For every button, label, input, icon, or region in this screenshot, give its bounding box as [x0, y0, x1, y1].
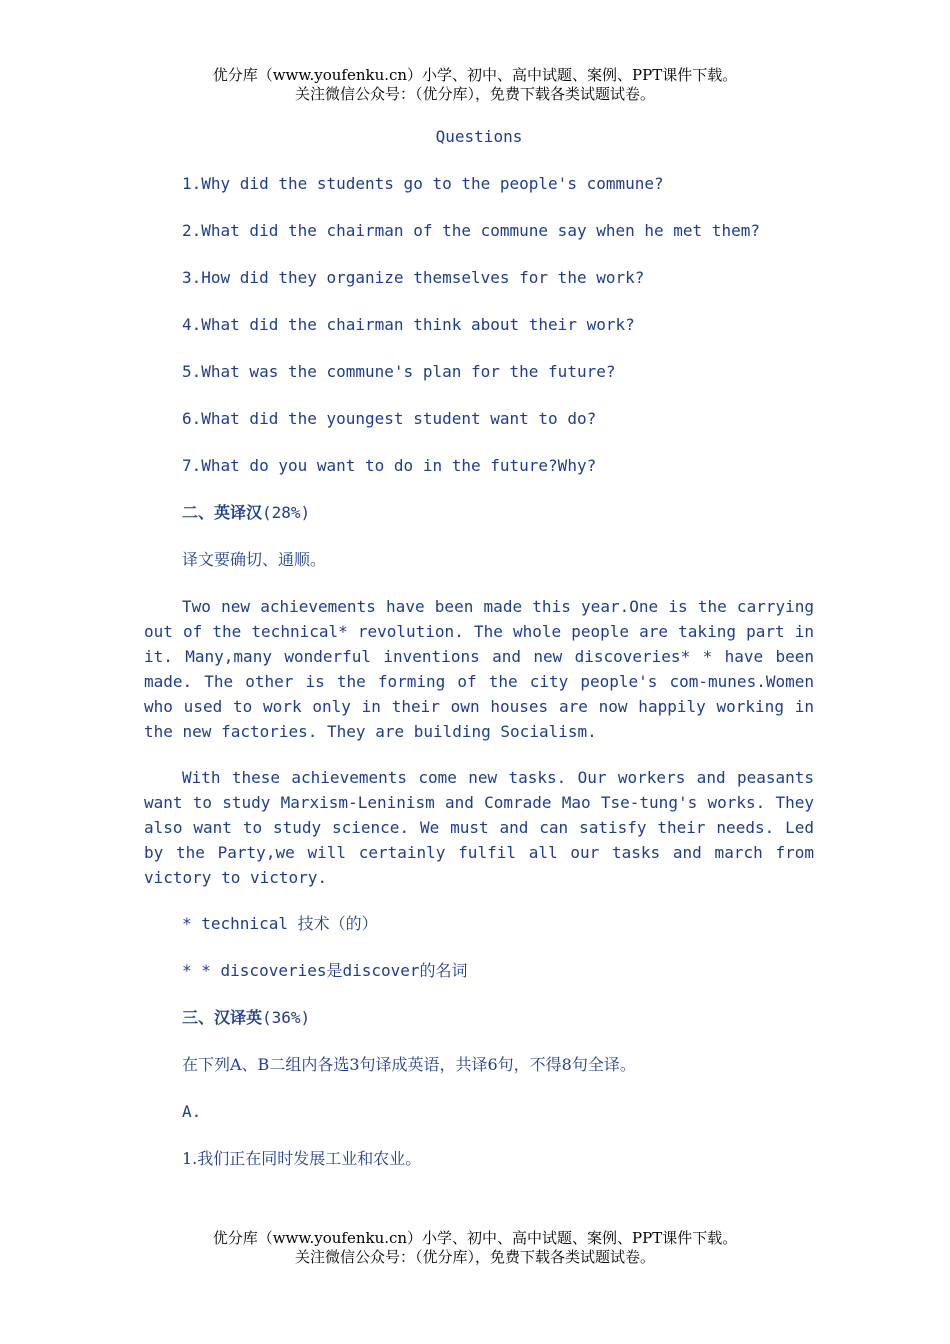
question-6: 6.What did the youngest student want to do? [182, 409, 597, 428]
section-2-score: (28%) [262, 503, 311, 522]
group-a-item-1: 1.我们正在同时发展工业和农业。 [182, 1149, 422, 1168]
header-line-1: 优分库（www.youfenku.cn）小学、初中、高中试题、案例、PPT课件下载。 [212, 66, 738, 84]
page-header [0, 66, 950, 104]
footnote-technical: * technical 技术（的） [182, 914, 378, 933]
question-7: 7.What do you want to do in the future?Why? [182, 456, 597, 475]
section-3-heading [182, 1005, 814, 1031]
header-line-2: 关注微信公众号：（优分库），免费下载各类试题试卷。 [294, 85, 655, 103]
passage-paragraph-1: Two new achievements have been made this year.One is the carrying out of the technical* revolution. The whole people are taking part in it. Many,many wonderful inventions and new discoveries* * have been made. The other is the forming of the city people's com-munes.Women who used to work only in their own houses are now happily working in the new factories. They are building Socialism. [144, 597, 814, 741]
question-5: 5.What was the commune's plan for the future? [182, 362, 616, 381]
section-3-instruction: 在下列A、B二组内各选3句译成英语，共译6句，不得8句全译。 [182, 1055, 636, 1074]
section-2-instruction: 译文要确切、通顺。 [182, 550, 327, 569]
footnote-discoveries: * * discoveries是discover的名词 [182, 961, 468, 980]
section-3-title: 三、汉译英 [182, 1008, 263, 1027]
question-2: 2.What did the chairman of the commune say when he met them? [182, 221, 760, 240]
section-2-heading [182, 500, 814, 526]
footer-line-1: 优分库（www.youfenku.cn）小学、初中、高中试题、案例、PPT课件下载。 [212, 1229, 738, 1247]
group-a-label: A. [182, 1102, 202, 1121]
questions-title: Questions [435, 127, 523, 146]
page-footer [0, 1229, 950, 1267]
question-4: 4.What did the chairman think about their work? [182, 315, 635, 334]
section-2-title: 二、英译汉 [182, 503, 263, 522]
question-1: 1.Why did the students go to the people's commune? [182, 174, 664, 193]
footer-line-2: 关注微信公众号：（优分库），免费下载各类试题试卷。 [294, 1248, 655, 1266]
section-3-score: (36%) [262, 1008, 311, 1027]
question-3: 3.How did they organize themselves for the work? [182, 268, 645, 287]
document-body [144, 124, 814, 1193]
passage-paragraph-2: With these achievements come new tasks. Our workers and peasants want to study Marxism-Leninism and Comrade Mao Tse-tung's works. They also want to study science. We must and can satisfy their needs. Led by the Party,we will certainly fulfil all our tasks and march from victory to victory. [144, 768, 814, 887]
